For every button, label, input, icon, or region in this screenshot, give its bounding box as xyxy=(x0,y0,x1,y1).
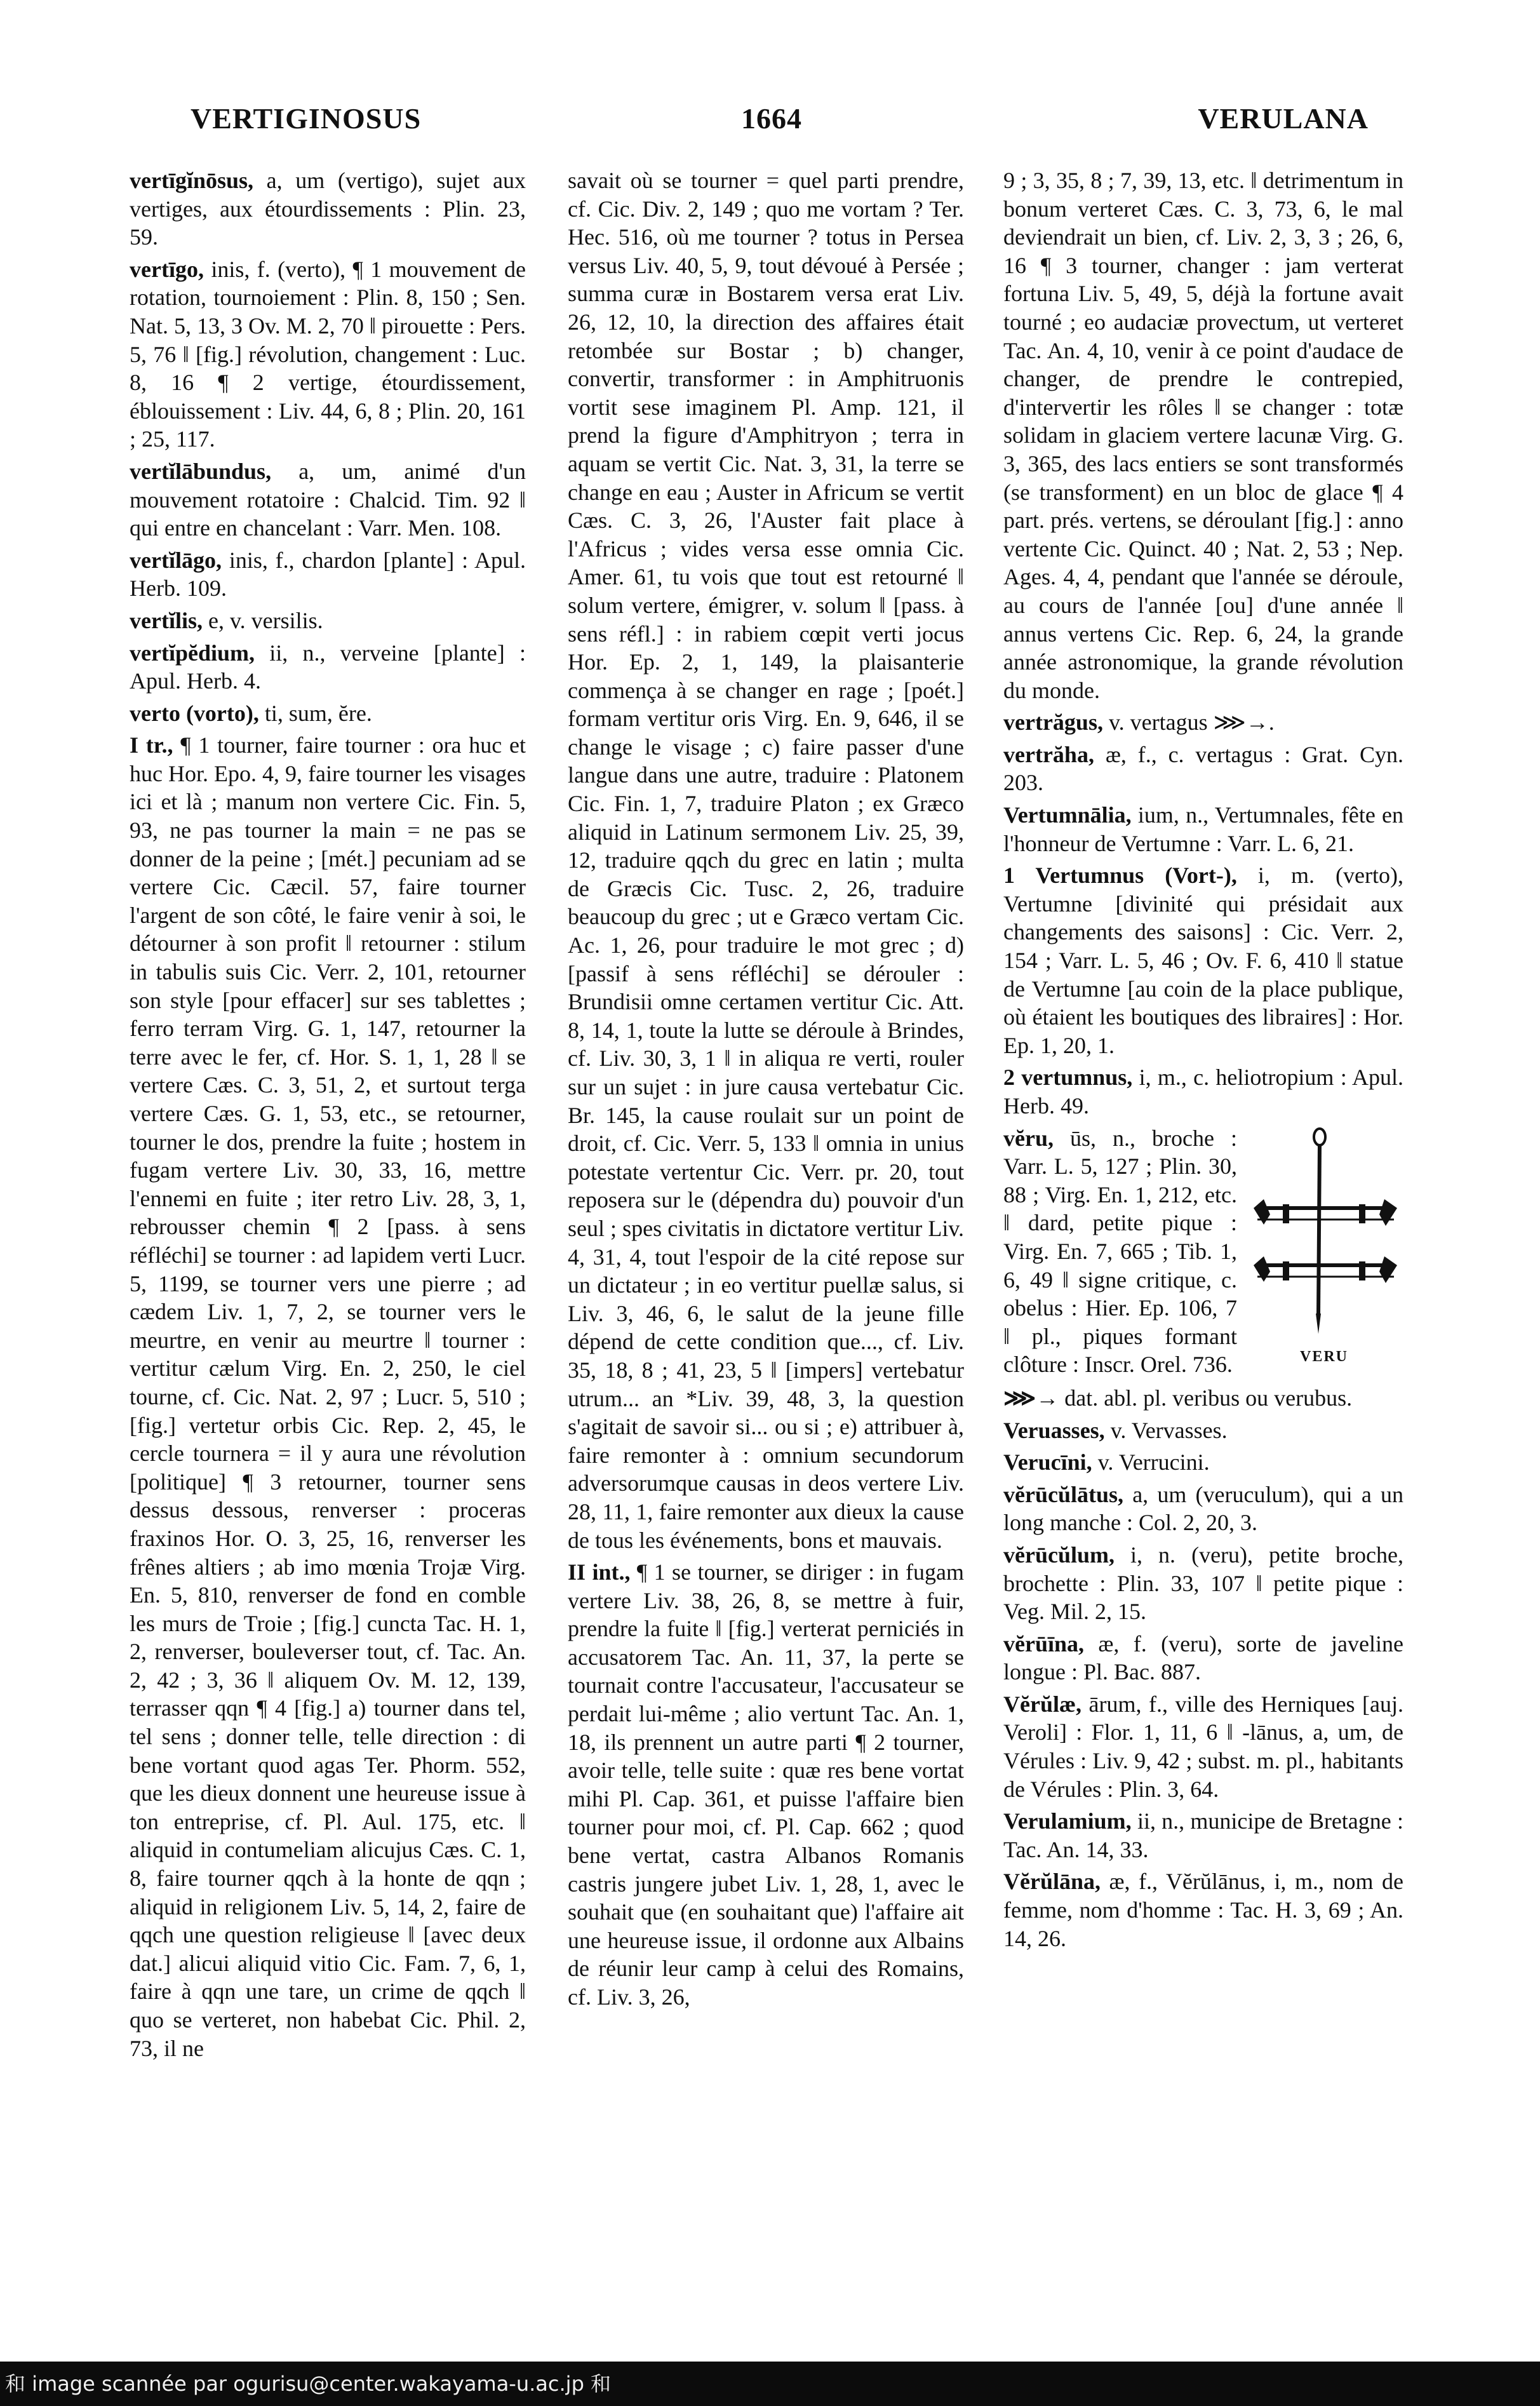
dictionary-entry xyxy=(130,166,526,252)
entry-body: ārum, f., ville des Herniques [auj. Veroli] : Flor. 1, 11, 6 ‖ -lānus, a, um, de Vérules : Liv. 9, 42 ; subst. m. pl., habitants de Vérules : Plin. 3, 64. xyxy=(1003,1691,1403,1802)
entry-headword: vertĭlābundus, xyxy=(130,458,272,484)
entry-headword: vertĭlis, xyxy=(130,607,203,633)
veru-illustration xyxy=(1245,1124,1403,1371)
entry-body: v. Verrucini. xyxy=(1097,1449,1210,1475)
entry-headword: vertīgĭnōsus, xyxy=(130,168,254,193)
column-1 xyxy=(130,166,526,2066)
entry-body: inis, f., chardon [plante] : Apul. Herb. 109. xyxy=(130,547,526,602)
dictionary-entry xyxy=(1003,1807,1403,1864)
entry-headword: vertĭpĕdium, xyxy=(130,640,255,666)
dictionary-entry xyxy=(1003,708,1403,737)
running-head-right: VERULANA xyxy=(1198,102,1369,135)
entry-body: a, um, animé d'un mouvement rotatoire : Chalcid. Tim. 92 ‖ qui entre en chancelant : Varr. Men. 108. xyxy=(130,458,526,541)
dictionary-entry xyxy=(1003,1690,1403,1803)
entry-body: v. Vervasses. xyxy=(1110,1417,1228,1443)
scan-credit-footer: 和 image scannée par ogurisu@center.wakayama-u.ac.jp 和 xyxy=(0,2362,1540,2406)
entry-headword: Veruasses, xyxy=(1003,1417,1105,1443)
entry-body: ii, n., verveine [plante] : Apul. Herb. 4. xyxy=(130,640,526,694)
entry-body: inis, f. (verto), ¶ 1 mouvement de rotation, tournoiement : Plin. 8, 150 ; Sen. Nat. 5, 13, 3 Ov. M. 2, 70 ‖ pirouette : Pers. 5, 76 ‖ [fig.] révolution, changement : Luc. 8, 16 ¶ 2 vertige, étourdissement, éblouissement : Liv. 44, 6, 8 ; Plin. 20, 161 ; 25, 117. xyxy=(130,256,526,452)
entry-headword: vertīgo, xyxy=(130,256,204,282)
entry-body: a, um (veruculum), qui a un long manche : Col. 2, 20, 3. xyxy=(1003,1481,1403,1536)
entry-body: æ, f., c. vertagus : Grat. Cyn. 203. xyxy=(1003,741,1403,796)
entry-body: v. vertagus ⋙→. xyxy=(1108,709,1275,736)
dictionary-entry xyxy=(1003,1384,1403,1413)
dictionary-entry xyxy=(130,457,526,542)
entry-headword: vĕrūīna, xyxy=(1003,1630,1085,1657)
dictionary-entry xyxy=(130,731,526,2062)
dictionary-entry xyxy=(130,639,526,696)
running-head-left: VERTIGINOSUS xyxy=(191,102,422,135)
entry-body: ¶ 1 se tourner, se diriger : in fugam vertere Liv. 38, 26, 8, se mettre à fuir, prendre la fuite ‖ [fig.] verterat perniciés in accusatorem Tac. An. 11, 37, la perte se tournait contre l'accusateur, l'accusateur se perdait lui-même ; alio vertunt Tac. An. 1, 18, ils prennent un autre parti ¶ 2 tourner, avoir telle, telle suite : quæ res bene vortat mihi Pl. Cap. 361, et puisse l'affaire bien tourner pour moi, cf. Pl. Cap. 662 ; quod bene vertat, castra Albanos Romanis castris jungere jubet Liv. 1, 28, 1, avec le souhait que (en souhaitant que) l'affaire ait une heureuse issue, il ordonne aux Albains de réunir leur camp à celui des Romains, cf. Liv. 3, 26, xyxy=(568,1559,964,2010)
dictionary-entry xyxy=(1003,741,1403,797)
entry-headword: I tr., xyxy=(130,732,173,758)
dictionary-entry xyxy=(1003,801,1403,857)
dictionary-entry xyxy=(1003,1867,1403,1952)
entry-body: savait où se tourner = quel parti prendre, cf. Cic. Div. 2, 149 ; quo me vortam ? Ter. Hec. 516, où me tourner ? totus in Persea versus Liv. 40, 5, 9, tout dévoué à Persée ; summa curæ in Bostarem versa erat Liv. 26, 12, 10, la direction des affaires était retombée sur Bostar ; b) changer, convertir, transformer : in Amphitruonis vortit sese imaginem Pl. Amp. 121, il prend la figure d'Amphitryon ; terra in aquam se vertit Cic. Nat. 3, 31, la terre se change en eau ; Auster in Africum se vertit Cæs. C. 3, 26, l'Auster fait place à l'Africus ; vides versa esse omnia Cic. Amer. 61, tu vois que tout est retourné ‖ solum vertere, émigrer, v. solum ‖ [pass. à sens réfl.] : in rabiem cœpit verti jocus Hor. Ep. 2, 1, 149, la plaisanterie commença à se changer en rage ; [poét.] formam vertitur oris Virg. En. 9, 646, il se change le visage ; c) faire passer d'une langue dans une autre, traduire : Platonem Cic. Fin. 1, 7, traduire Platon ; ex Græco aliquid in Latinum sermonem Liv. 25, 39, 12, traduire qqch du grec en latin ; multa de Græcis Cic. Tusc. 2, 26, traduire beaucoup du grec ; ut e Græco vertam Cic. Ac. 1, 26, pour traduire le mot grec ; d) [passif à sens réfléchi] se dérouler : Brundisii omne certamen vertitur Cic. Att. 8, 14, 1, toute la lutte se déroule à Brindes, cf. Liv. 30, 3, 1 ‖ in aliqua re verti, rouler sur un sujet : in jure causa vertebatur Cic. Br. 145, la cause roulait sur un point de droit, cf. Cic. Verr. 5, 133 ‖ omnia in unius potestate vertentur Cic. Verr. pr. 20, tout reposera sur le (dépendra du) pouvoir d'un seul ; spes civitatis in dictatore vertitur Liv. 4, 31, 4, tout l'espoir de la cité repose sur un dictateur ; in eo vertitur puellæ salus, si Liv. 3, 46, 6, le salut de la jeune fille dépend de cette condition que..., cf. Liv. 35, 18, 8 ; 41, 23, 5 ‖ [impers] vertebatur utrum... an *Liv. 39, 48, 3, la question s'agitait de savoir si... ou si ; e) attribuer à, faire remonter à : omnium secundorum adversorumque causas in deos vertere Liv. 28, 11, 1, faire remonter aux dieux la cause de tous les événements, bons et mauvais. xyxy=(568,168,964,1553)
entry-body: dat. abl. pl. veribus ou verubus. xyxy=(1064,1385,1353,1411)
dictionary-entry xyxy=(130,607,526,635)
entry-headword: Verulamium, xyxy=(1003,1808,1132,1834)
entry-headword: ⋙→ xyxy=(1003,1385,1059,1411)
dictionary-entry xyxy=(1003,1481,1403,1537)
entry-headword: verto (vorto), xyxy=(130,700,259,726)
entry-headword: Vĕrŭlæ, xyxy=(1003,1691,1081,1717)
entry-body: æ, f. (veru), sorte de javeline longue : Pl. Bac. 887. xyxy=(1003,1630,1404,1685)
running-head xyxy=(0,102,1540,146)
entry-headword: vĕrūcŭlātus, xyxy=(1003,1481,1123,1507)
entry-headword: Verucīni, xyxy=(1003,1449,1092,1475)
dictionary-entry xyxy=(1003,861,1403,1059)
entry-body: æ, f., Vĕrŭlānus, i, m., nom de femme, nom d'homme : Tac. H. 3, 69 ; An. 14, 26. xyxy=(1003,1869,1403,1951)
entry-body: i, n. (veru), petite broche, brochette : Plin. 33, 107 ‖ petite pique : Veg. Mil. 2, 15. xyxy=(1003,1542,1403,1625)
dictionary-entry xyxy=(1003,1416,1403,1445)
entry-body: ¶ 1 tourner, faire tourner : ora huc et huc Hor. Epo. 4, 9, faire tourner les visages ici et là ; manum non vertere Cic. Fin. 5, 93, ne pas tourner la main = ne pas se donner de la peine ; [mét.] pecuniam ad se vertere Cic. Cæcil. 57, faire tourner l'argent de son côté, le faire venir à soi, le détourner à son profit ‖ retourner : stilum in tabulis suis Cic. Verr. 2, 101, retourner son style [pour effacer] sur ses tablettes ; ferro terram Virg. G. 1, 147, retourner la terre avec le fer, cf. Hor. S. 1, 1, 28 ‖ se vertere Cæs. C. 3, 51, 2, et surtout terga vertere Cæs. G. 1, 53, etc., se retourner, tourner le dos, prendre la fuite ; hostem in fugam vertere Liv. 30, 33, 16, mettre l'ennemi en fuite ; iter retro Liv. 28, 3, 1, rebrousser chemin ¶ 2 [pass. à sens réfléchi] se tourner : ad lapidem verti Lucr. 5, 1199, se tourner vers une pierre ; ad cædem Liv. 1, 7, 2, se tourner vers le meurtre, en venir au meurtre ‖ tourner : vertitur cælum Virg. En. 2, 250, le ciel tourne, cf. Cic. Nat. 2, 97 ; Lucr. 5, 510 ; [fig.] vertetur orbis Cic. Rep. 2, 45, le cercle tournera = il y aura une révolution [politique] ¶ 3 retourner, tourner sens dessus dessous, renverser : proceras fraxinos Hor. O. 3, 25, 16, renverser les frênes altiers ; ab imo mœnia Trojæ Virg. En. 5, 810, renverser de fond en comble les murs de Troie ; [fig.] cuncta Tac. H. 1, 2, renverser, bouleverser tout, cf. Tac. An. 2, 42 ; 3, 36 ‖ aliquem Ov. M. 12, 139, terrasser qqn ¶ 4 [fig.] a) tourner dans tel, tel sens ; donner telle, telle direction : di bene vortant quod agas Ter. Phorm. 552, que les dieux donnent une heureuse issue à ton entreprise, cf. Pl. Aul. 175, etc. ‖ aliquid in contumeliam alicujus Cæs. C. 1, 8, faire tourner qqch à la honte de qqn ; aliquid in religionem Liv. 5, 14, 2, faire de qqch une question religieuse ‖ [avec deux dat.] alicui aliquid vitio Cic. Fam. 7, 6, 1, faire à qqn une tare, un crime de qqch ‖ quo se verteret, non habebat Cic. Phil. 2, 73, il ne xyxy=(130,732,526,2061)
column-2 xyxy=(568,166,964,2015)
entry-body: ium, n., Vertumnales, fête en l'honneur de Vertumne : Varr. L. 6, 21. xyxy=(1003,802,1403,856)
dictionary-entry xyxy=(130,699,526,728)
entry-body: i, m., c. heliotropium : Apul. Herb. 49. xyxy=(1003,1065,1403,1119)
veru-spits-drawing xyxy=(1245,1124,1403,1340)
dictionary-entry xyxy=(1003,1124,1237,1379)
veru-entry-with-illustration xyxy=(1003,1124,1403,1383)
page-number: 1664 xyxy=(741,102,802,135)
entry-body: ii, n., municipe de Bretagne : Tac. An. 14, 33. xyxy=(1003,1808,1404,1862)
entry-headword: vertrăha, xyxy=(1003,741,1094,767)
dictionary-entry xyxy=(1003,1541,1403,1626)
dictionary-entry xyxy=(568,1558,964,2012)
entry-headword: vĕru, xyxy=(1003,1125,1054,1151)
dictionary-entry xyxy=(130,255,526,454)
figure-caption: VERU xyxy=(1299,1348,1348,1365)
entry-headword: 1 Vertumnus (Vort-), xyxy=(1003,863,1237,889)
entry-headword: II int., xyxy=(568,1559,631,1585)
dictionary-entry xyxy=(1003,1630,1403,1686)
entry-headword: vertrăgus, xyxy=(1003,709,1103,736)
entry-headword: Vertumnālia, xyxy=(1003,802,1132,828)
dictionary-entry xyxy=(1003,1448,1403,1477)
entry-body: e, v. versilis. xyxy=(208,607,323,633)
dictionary-entry xyxy=(1003,166,1403,704)
entry-body: ūs, n., broche : Varr. L. 5, 127 ; Plin. 30, 88 ; Virg. En. 1, 212, etc. ‖ dard, petite pique : Virg. En. 7, 665 ; Tib. 1, 6, 49 ‖ signe critique, c. obelus : Hier. Ep. 106, 7 ‖ pl., piques formant clôture : Inscr. Orel. 736. xyxy=(1003,1125,1237,1378)
entry-body: i, m. (verto), Vertumne [divinité qui présidait aux changements des saisons] : Cic. Verr. 2, 154 ; Varr. L. 5, 46 ; Ov. F. 6, 410 ‖ statue de Vertumne [au coin de la place publique, où étaient les boutiques des libraires] : Hor. Ep. 1, 20, 1. xyxy=(1003,863,1403,1058)
dictionary-entry xyxy=(1003,1063,1403,1120)
entry-headword: Vĕrŭlāna, xyxy=(1003,1869,1101,1895)
entry-body: a, um (vertigo), sujet aux vertiges, aux étourdissements : Plin. 23, 59. xyxy=(130,168,526,250)
entry-headword: 2 vertumnus, xyxy=(1003,1065,1133,1091)
entry-body: 9 ; 3, 35, 8 ; 7, 39, 13, etc. ‖ detrimentum in bonum verteret Cæs. C. 3, 73, 6, le mal deviendrait un bien, cf. Liv. 2, 3, 3 ; 26, 6, 16 ¶ 3 tourner, changer : jam verterat fortuna Liv. 5, 49, 5, déjà la fortune avait tourné ; eo audaciæ provectum, ut verteret Tac. An. 4, 10, venir à ce point d'audace de changer, de prendre le contrepied, d'intervertir les rôles ‖ se changer : totæ solidam in glaciem vertere lacunæ Virg. G. 3, 365, des lacs entiers se sont transformés (se transforment) en un bloc de glace ¶ 4 part. prés. vertens, se déroulant [fig.] : anno vertente Cic. Quinct. 40 ; Nat. 2, 53 ; Nep. Ages. 4, 4, pendant que l'année se déroule, au cours de l'année [ou] d'une année ‖ annus vertens Cic. Rep. 6, 24, la grande année astronomique, la grande révolution du monde. xyxy=(1003,168,1403,703)
entry-headword: vertĭlāgo, xyxy=(130,547,222,573)
column-3 xyxy=(1003,166,1403,1956)
entry-headword: vĕrūcŭlum, xyxy=(1003,1542,1115,1568)
entry-body: ti, sum, ĕre. xyxy=(264,700,372,726)
dictionary-entry xyxy=(130,546,526,603)
dictionary-entry xyxy=(568,166,964,1554)
